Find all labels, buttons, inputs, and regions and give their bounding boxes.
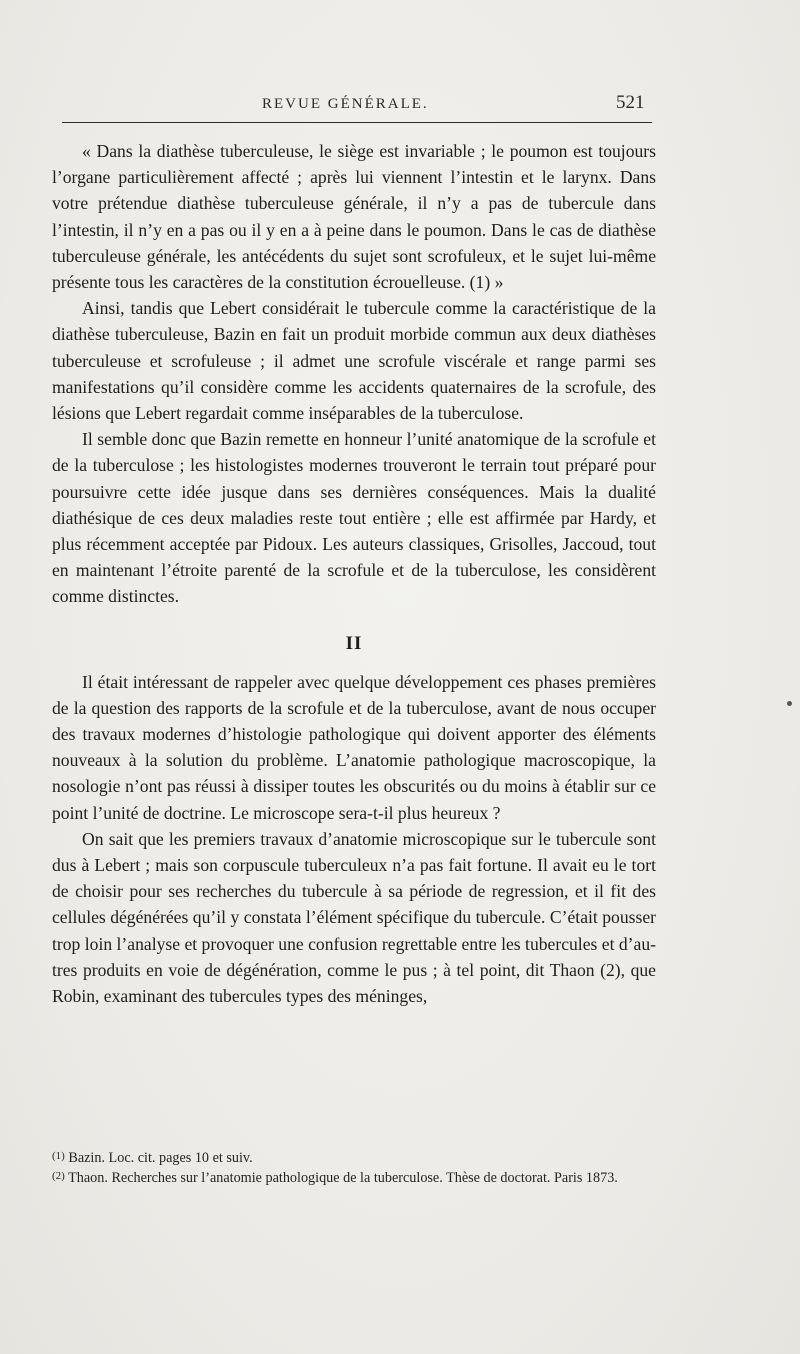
footnote-mark: (2) (52, 1170, 65, 1182)
paragraph: « Dans la diathèse tuberculeuse, le siège est invariable ; le poumon est toujours l’organe particulièrement affecté ; après lui viennent l’intestin et le larynx. Dans votre prétendue diathèse tuberculeuse générale, il n’y a pas de tubercule dans l’intestin, il n’y en a pas ou il y en a à peine dans le poumon. Dans le cas de diathèse tuberculeuse générale, les antécédents du sujet sont scrofuleux, et le sujet lui-même présente tous les caractères de la constitution écrouelleuse. (1) » (52, 141, 656, 293)
footnote-2 (52, 1167, 656, 1187)
running-title: REVUE GÉNÉRALE. (262, 96, 429, 112)
footnote-text: Bazin. Loc. cit. pages 10 et suiv. (68, 1150, 253, 1166)
ink-speck (787, 701, 792, 706)
body-text (52, 138, 656, 1009)
section-heading: II (345, 632, 363, 654)
paragraph: Il était intéressant de rappeler avec quelque développement ces phases premières de la question des rapports de la scrofule et de la tuberculose, avant de nous occuper des travaux modernes d’histologie pathologique qui doivent apporter des éléments nouveaux à la solution du problème. L’anatomie pathologique macroscopique, la nosologie n’ont pas réussi à dissiper toutes les obscurités ou du moins à établir sur ce point l’unité de doctrine. Le microscope sera-t-il plus heureux ? (52, 671, 656, 823)
footnote-text: Thaon. Recherches sur l’anatomie pathologique de la tuberculose. Thèse de doctorat. Paris 1873. (68, 1170, 618, 1186)
footnote-1 (52, 1147, 656, 1167)
paragraph: On sait que les premiers travaux d’anatomie microscopique sur le tubercule sont dus à Lebert ; mais son corpuscule tuberculeux n’a pas fait fortune. Il avait eu le tort de choisir pour ses recherches du tubercule à sa période de regression, et il fit des cellules dégénérées qu’il y constata l’élément spécifique du tubercule. C’était pousser trop loin l’analyse et provoquer une confusion regrettable entre les tubercules et d’autres produits en voie de dégénération, comme le pus ; à tel point, dit Thaon (2), que Robin, examinant des tubercules types des méninges, (52, 828, 656, 1007)
footnote-mark: (1) (52, 1150, 65, 1162)
page-number: 521 (616, 92, 645, 113)
footnotes (52, 1147, 656, 1187)
header-rule (62, 122, 652, 123)
running-head (0, 92, 800, 118)
paragraph: Il semble donc que Bazin remette en honneur l’unité anatomique de la scrofule et de la tuberculose ; les histologistes modernes trouveront le terrain tout préparé pour poursuivre cette idée jusque dans ses dernières conséquences. Mais la dualité diathésique de ces deux maladies reste tout entière ; elle est affirmée par Hardy, et plus récemment acceptée par Pidoux. Les auteurs classiques, Grisolles, Jaccoud, tout en maintenant l’étroite parenté de la scrofule et de la tuberculose, les considèrent comme distinctes. (52, 429, 656, 607)
paragraph: Ainsi, tandis que Lebert considérait le tubercule comme la caractéristique de la diathèse tuberculeuse, Bazin en fait un produit morbide commun aux deux diathèses tuberculeuse et scrofuleuse ; il admet une scrofule viscérale et range parmi ses manifestations qu’il considère comme les accidents quaternaires de la scrofule, des lésions que Lebert regardait comme inséparables de la tuberculose. (52, 298, 656, 424)
